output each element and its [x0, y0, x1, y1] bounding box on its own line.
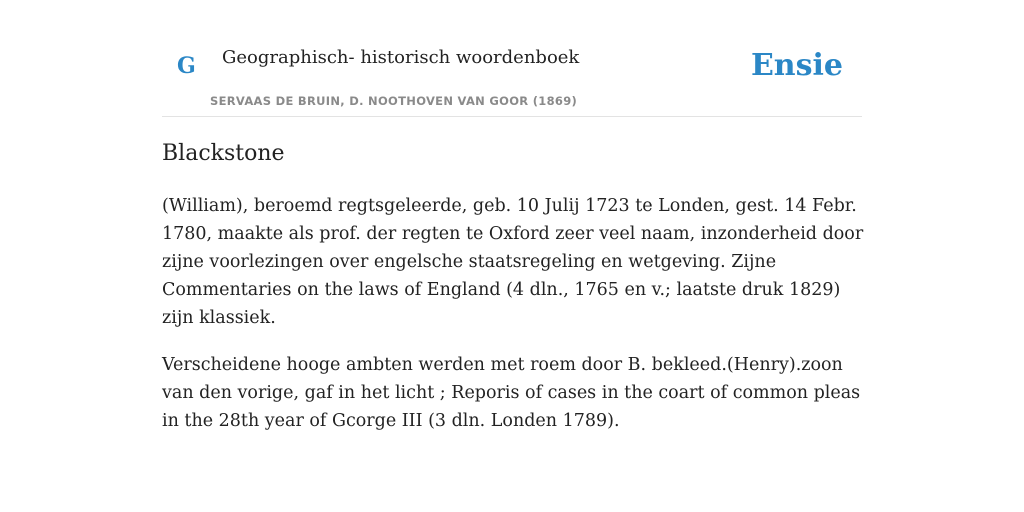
entry-title: Blackstone: [162, 141, 285, 166]
entry-content: [162, 138, 872, 454]
entry-paragraph: (William), beroemd regtsgeleerde, geb. 10 Julij 1723 te Londen, gest. 14 Febr. 1780, maakte als prof. der regten te Oxford zeer veel naam, inzonderheid door zijne voorlezingen over engelsche staatsregeling en wetgeving. Zijne Commentaries on the laws of England (4 dln., 1765 en v.; laatste druk 1829) zijn klassiek.: [162, 196, 864, 328]
brand-logo[interactable]: Ensie: [750, 48, 843, 83]
book-header: [162, 0, 862, 117]
book-title[interactable]: Geographisch- historisch woordenboek: [222, 47, 580, 68]
book-authors: SERVAAS DE BRUIN, D. NOOTHOVEN VAN GOOR (1869): [210, 94, 578, 108]
book-letter-icon: G: [177, 53, 196, 79]
entry-paragraph: Verscheidene hooge ambten werden met roem door B. bekleed.(Henry).zoon van den vorige, gaf in het licht ; Reporis of cases in the coart of common pleas in the 28th year of Gcorge III (3 dln. Londen 1789).: [162, 355, 861, 431]
